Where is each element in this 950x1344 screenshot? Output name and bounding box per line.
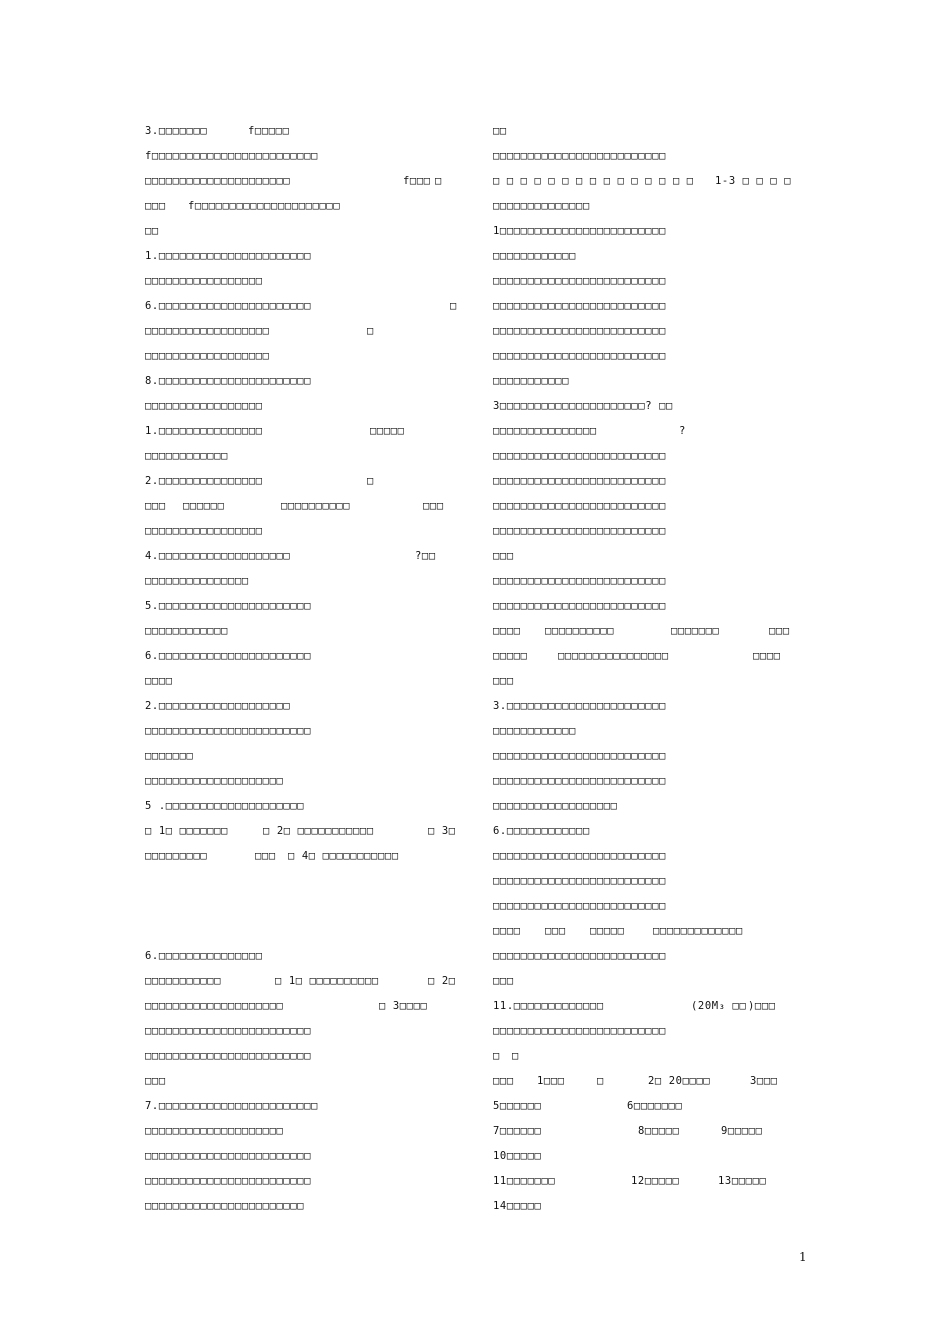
text-segment: □□□□□□□□□□□□□□□□□ [145, 275, 263, 287]
text-line [493, 644, 793, 669]
text-segment: ? [679, 425, 686, 437]
text-line [493, 1169, 793, 1194]
text-segment: □□□□ [145, 675, 173, 687]
text-segment: □ [367, 325, 374, 337]
text-segment: □□□□□□□□□□□□ [145, 625, 229, 637]
text-line [493, 669, 793, 694]
text-line [145, 144, 465, 169]
text-line [145, 219, 465, 244]
text-line [493, 894, 793, 919]
text-line [493, 219, 793, 244]
text-line [493, 1094, 793, 1119]
text-segment: □□□□□□□□□□□□□□□□□□□□□□□□□ [493, 150, 667, 162]
text-line [493, 369, 793, 394]
text-line [493, 1069, 793, 1094]
text-segment: □□□ [145, 1075, 166, 1087]
text-line [493, 119, 793, 144]
text-segment: 6.□□□□□□□□□□□□□□□ [145, 950, 263, 962]
text-segment: □□□ [769, 625, 790, 637]
text-segment: □ 2□ [428, 975, 456, 987]
text-segment: □□□□□□□□□□□ [145, 975, 222, 987]
text-line [493, 694, 793, 719]
text-segment: 2.□□□□□□□□□□□□□□□□□□□ [145, 700, 291, 712]
text-line [493, 769, 793, 794]
text-line [493, 394, 793, 419]
text-line [145, 594, 465, 619]
text-line [493, 319, 793, 344]
text-line [145, 794, 465, 819]
text-line [145, 819, 465, 844]
text-segment: 6.□□□□□□□□□□□□□□□□□□□□□□ [145, 650, 312, 662]
text-line [145, 494, 465, 519]
text-segment: □ [597, 1075, 604, 1087]
text-segment: □□□□□□□□□□□□□□□□□□□□□□□□□ [493, 900, 667, 912]
text-segment: □□□□□□□□□□□□ [493, 725, 577, 737]
text-segment: 1.□□□□□□□□□□□□□□□□□□□□□□ [145, 250, 312, 262]
text-line [493, 594, 793, 619]
text-segment: □□□□□□□□□□□□□□□□□□□□□□□□□ [493, 300, 667, 312]
text-segment: 3□□□ [750, 1075, 778, 1087]
text-segment: 3.□□□□□□□□□□□□□□□□□□□□□□□ [493, 700, 667, 712]
text-line [493, 269, 793, 294]
text-segment: 5.□□□□□□□□□□□□□□□□□□□□□□ [145, 600, 312, 612]
text-line [145, 469, 465, 494]
text-segment: □□□□□□□□□□□□□□□□ [558, 650, 669, 662]
text-segment: □□□□□□□□□□□□□□□ [145, 575, 249, 587]
text-segment: □ 3□□□□ [379, 1000, 428, 1012]
text-segment: □□□□□□□□□□□□□□□□□□□□□□□□□ [493, 775, 667, 787]
text-segment: 5 .□□□□□□□□□□□□□□□□□□□□ [145, 800, 305, 812]
text-segment: f□□□□□ [248, 125, 290, 137]
text-line [493, 994, 793, 1019]
text-line [493, 469, 793, 494]
text-line [145, 1094, 465, 1119]
text-segment: 4.□□□□□□□□□□□□□□□□□□□ [145, 550, 291, 562]
text-segment: 6□□□□□□□ [627, 1100, 683, 1112]
text-line [145, 169, 465, 194]
text-line [493, 194, 793, 219]
text-segment: 8.□□□□□□□□□□□□□□□□□□□□□□ [145, 375, 312, 387]
text-segment: □□□□□□□□□□□□□□□□□□□□□□□□□ [493, 950, 667, 962]
text-segment: □□□□□□□□□□□□□□□□□□□□□□□□ [145, 725, 312, 737]
text-line [145, 119, 465, 144]
text-segment: □□□□□□□□□□□□□□□□□□□□□□□□□ [493, 1025, 667, 1037]
text-segment: □□□□□□□□□□□□□□□□□□□□□□□□ [145, 1150, 312, 1162]
text-segment: □□□□ [493, 625, 521, 637]
text-segment: □□□□□□□□□□□□□□□□□□□□□□□□□ [493, 475, 667, 487]
text-segment: □□□ [255, 850, 276, 862]
text-line [493, 519, 793, 544]
text-segment: 5□□□□□□ [493, 1100, 542, 1112]
text-segment: 2□ 20□□□□ [648, 1075, 711, 1087]
text-segment: □□□□□ [590, 925, 625, 937]
text-line [493, 169, 793, 194]
text-segment: 10□□□□□ [493, 1150, 542, 1162]
text-segment: □□□□□□□□□□□ [493, 375, 570, 387]
text-line [145, 744, 465, 769]
text-segment: □□□□□□□□□□□□□□□□□□□□□□□□ [145, 1175, 312, 1187]
text-segment: 13□□□□□ [718, 1175, 767, 1187]
text-segment: □□□□□□□□□□□□□□□□□ [145, 400, 263, 412]
text-line [493, 1194, 793, 1219]
text-segment: □□□□□□□□□□□□□□□□□□□□□□□□□ [493, 575, 667, 587]
text-line [145, 544, 465, 569]
text-line [145, 944, 465, 969]
text-line [145, 719, 465, 744]
text-segment: □□□□□□□□□□□□□□□□□□□□ [145, 1000, 284, 1012]
text-segment: □□□□□□□□□□□□□□□□□□□□□□□□□ [493, 350, 667, 362]
text-segment: □□ [145, 225, 159, 237]
text-segment: □□□□□□□□□□□□□□□□□□ [493, 800, 618, 812]
text-segment: □□□□□□□ [145, 750, 194, 762]
text-line [493, 944, 793, 969]
text-segment: □□□□□ [370, 425, 405, 437]
text-segment: □ 4□ □□□□□□□□□□□ [288, 850, 399, 862]
text-segment: □□□□□□□□□□ [545, 625, 615, 637]
text-segment: □□□□□□□□□□□□□□□□□□□□□ [145, 175, 291, 187]
text-segment: □□□ [423, 500, 444, 512]
text-segment: 14□□□□□ [493, 1200, 542, 1212]
text-segment: 1□□□□□□□□□□□□□□□□□□□□□□□□ [493, 225, 667, 237]
text-line [493, 619, 793, 644]
text-line [493, 344, 793, 369]
text-segment: 3□□□□□□□□□□□□□□□□□□□□□? □□ [493, 400, 673, 412]
text-segment: □□□ [145, 500, 166, 512]
text-segment: f□□□□□□□□□□□□□□□□□□□□□ [188, 200, 341, 212]
text-segment: 8□□□□□ [638, 1125, 680, 1137]
text-segment: □□□ [545, 925, 566, 937]
text-segment: □□□□ [493, 925, 521, 937]
text-line [145, 619, 465, 644]
text-segment: □□□□□□□□□□□□□□□□□□□□□□□□□ [493, 525, 667, 537]
text-segment: □ 3□ [428, 825, 456, 837]
text-segment: □□□□□□□□□□□□□□□□□□□□□□□□□ [493, 600, 667, 612]
text-segment: )□□□ [748, 1000, 776, 1012]
text-segment: □□□ [493, 675, 514, 687]
text-line [145, 844, 465, 869]
text-line [145, 644, 465, 669]
text-line [493, 1019, 793, 1044]
page-number: 1 [799, 1250, 807, 1264]
text-segment: □□□□□□□□□□□□□□□□□□ [145, 350, 270, 362]
left-text-column [145, 119, 465, 1219]
text-segment: 11.□□□□□□□□□□□□□ [493, 1000, 604, 1012]
text-segment: 6.□□□□□□□□□□□□ [493, 825, 590, 837]
text-segment: □□□□□□□□□□□□□□□□□□ [145, 325, 270, 337]
text-segment: □□□□□□□□□□□□□□□□□□□□ [145, 775, 284, 787]
text-line [145, 444, 465, 469]
text-segment: □ 2□ □□□□□□□□□□□ [263, 825, 374, 837]
text-line [493, 444, 793, 469]
text-line [145, 1069, 465, 1094]
text-segment: □ 1□ □□□□□□□□□□ [275, 975, 379, 987]
text-line [145, 669, 465, 694]
text-segment: □□□□□□□ [671, 625, 720, 637]
right-text-column [493, 119, 793, 1219]
text-line [493, 569, 793, 594]
text-line [493, 419, 793, 444]
text-line [145, 769, 465, 794]
text-segment: □□□□□□ [183, 500, 225, 512]
text-segment: f□□□□□□□□□□□□□□□□□□□□□□□□ [145, 150, 319, 162]
text-line [145, 1169, 465, 1194]
text-line [145, 294, 465, 319]
text-segment: □□□□ [753, 650, 781, 662]
text-segment: □ [493, 1050, 500, 1062]
text-segment: □□ [493, 125, 507, 137]
text-segment: 3.□□□□□□□ [145, 125, 208, 137]
text-line [493, 919, 793, 944]
text-segment: 12□□□□□ [631, 1175, 680, 1187]
text-segment: □□□□□□□□□□□□□□□□□□□□□□□□ [145, 1025, 312, 1037]
text-line [145, 994, 465, 1019]
text-segment: 1□□□ [537, 1075, 565, 1087]
text-line [493, 844, 793, 869]
text-line [145, 194, 465, 219]
text-segment: □□□ [145, 200, 166, 212]
text-segment: □□□□□ [493, 650, 528, 662]
text-line [145, 1194, 465, 1219]
text-segment: 2.□□□□□□□□□□□□□□□ [145, 475, 263, 487]
text-segment: 1.□□□□□□□□□□□□□□□ [145, 425, 263, 437]
text-segment: □□□□□□□□□□□□□□□□□□□□□□□□□ [493, 500, 667, 512]
text-line [493, 794, 793, 819]
text-line [145, 694, 465, 719]
text-segment: □ 1□ □□□□□□□ [145, 825, 229, 837]
text-segment: □□□□□□□□□□□□ [493, 250, 577, 262]
text-segment: □□□□□□□□□□□□□□□□□□□□□□□□□ [493, 325, 667, 337]
text-segment: □□□□□□□□□□□□□□□□□□□□□□□□□ [493, 450, 667, 462]
text-segment: □□□□□□□□□□□□□□ [493, 200, 590, 212]
text-line [493, 819, 793, 844]
text-line [145, 269, 465, 294]
text-segment: □ [512, 1050, 519, 1062]
text-segment: □□□□□□□□□ [145, 850, 208, 862]
text-segment: f□□□ [403, 175, 431, 187]
text-line [145, 1019, 465, 1044]
text-line [145, 419, 465, 444]
text-segment: □□□□□□□□□□□□□□□□□□□□□□□□□ [493, 275, 667, 287]
text-line [145, 569, 465, 594]
text-segment: □□□□□□□□□□□□□□□□□□□□□□□ [145, 1200, 305, 1212]
text-line [493, 744, 793, 769]
text-line [145, 319, 465, 344]
text-segment: 7□□□□□□ [493, 1125, 542, 1137]
text-segment: □ [435, 175, 442, 187]
text-segment: □□□ [493, 550, 514, 562]
text-line [493, 869, 793, 894]
text-line [145, 244, 465, 269]
text-line [493, 1119, 793, 1144]
text-segment: 6.□□□□□□□□□□□□□□□□□□□□□□ [145, 300, 312, 312]
text-segment: □□□□□□□□□□□□□□□ [493, 425, 597, 437]
text-segment: 7.□□□□□□□□□□□□□□□□□□□□□□□ [145, 1100, 319, 1112]
text-line [493, 969, 793, 994]
text-segment: 9□□□□□ [721, 1125, 763, 1137]
text-segment: □□□□□□□□□□□□□□□□□□□□ [145, 1125, 284, 1137]
text-line [145, 369, 465, 394]
text-line [493, 294, 793, 319]
text-line [145, 519, 465, 544]
text-line [145, 1144, 465, 1169]
text-line [145, 1044, 465, 1069]
text-line [145, 869, 465, 944]
text-segment: □□□ [493, 1075, 514, 1087]
text-segment: □□□□□□□□□□□□□□□□□ [145, 525, 263, 537]
text-segment: ?□□ [415, 550, 436, 562]
text-line [493, 1144, 793, 1169]
text-segment: □ [450, 300, 457, 312]
text-segment: □□□□□□□□□□□□□ [653, 925, 743, 937]
text-segment: □ [367, 475, 374, 487]
text-segment: □□□ [493, 975, 514, 987]
text-line [145, 344, 465, 369]
text-segment: □□□□□□□□□□□□□□□□□□□□□□□□ [145, 1050, 312, 1062]
text-segment: □□□□□□□□□□□□□□□□□□□□□□□□□ [493, 875, 667, 887]
text-segment: □□□□□□□□□□□□□□□□□□□□□□□□□ [493, 750, 667, 762]
text-segment: □□□□□□□□□□ [281, 500, 351, 512]
text-line [493, 494, 793, 519]
text-line [493, 544, 793, 569]
text-segment: □ □ □ □ □ □ □ □ □ □ □ □ □ □ □ [493, 175, 694, 187]
text-line [493, 1044, 793, 1069]
text-line [493, 144, 793, 169]
text-line [145, 1119, 465, 1144]
text-segment: (20M₃ □□ [691, 1000, 747, 1012]
text-segment: 11□□□□□□□ [493, 1175, 556, 1187]
text-line [145, 969, 465, 994]
text-segment: □□□□□□□□□□□□ [145, 450, 229, 462]
text-line [493, 244, 793, 269]
text-segment: □□□□□□□□□□□□□□□□□□□□□□□□□ [493, 850, 667, 862]
text-segment: 1-3 □ □ □ □ [715, 175, 792, 187]
text-line [145, 394, 465, 419]
text-line [493, 719, 793, 744]
